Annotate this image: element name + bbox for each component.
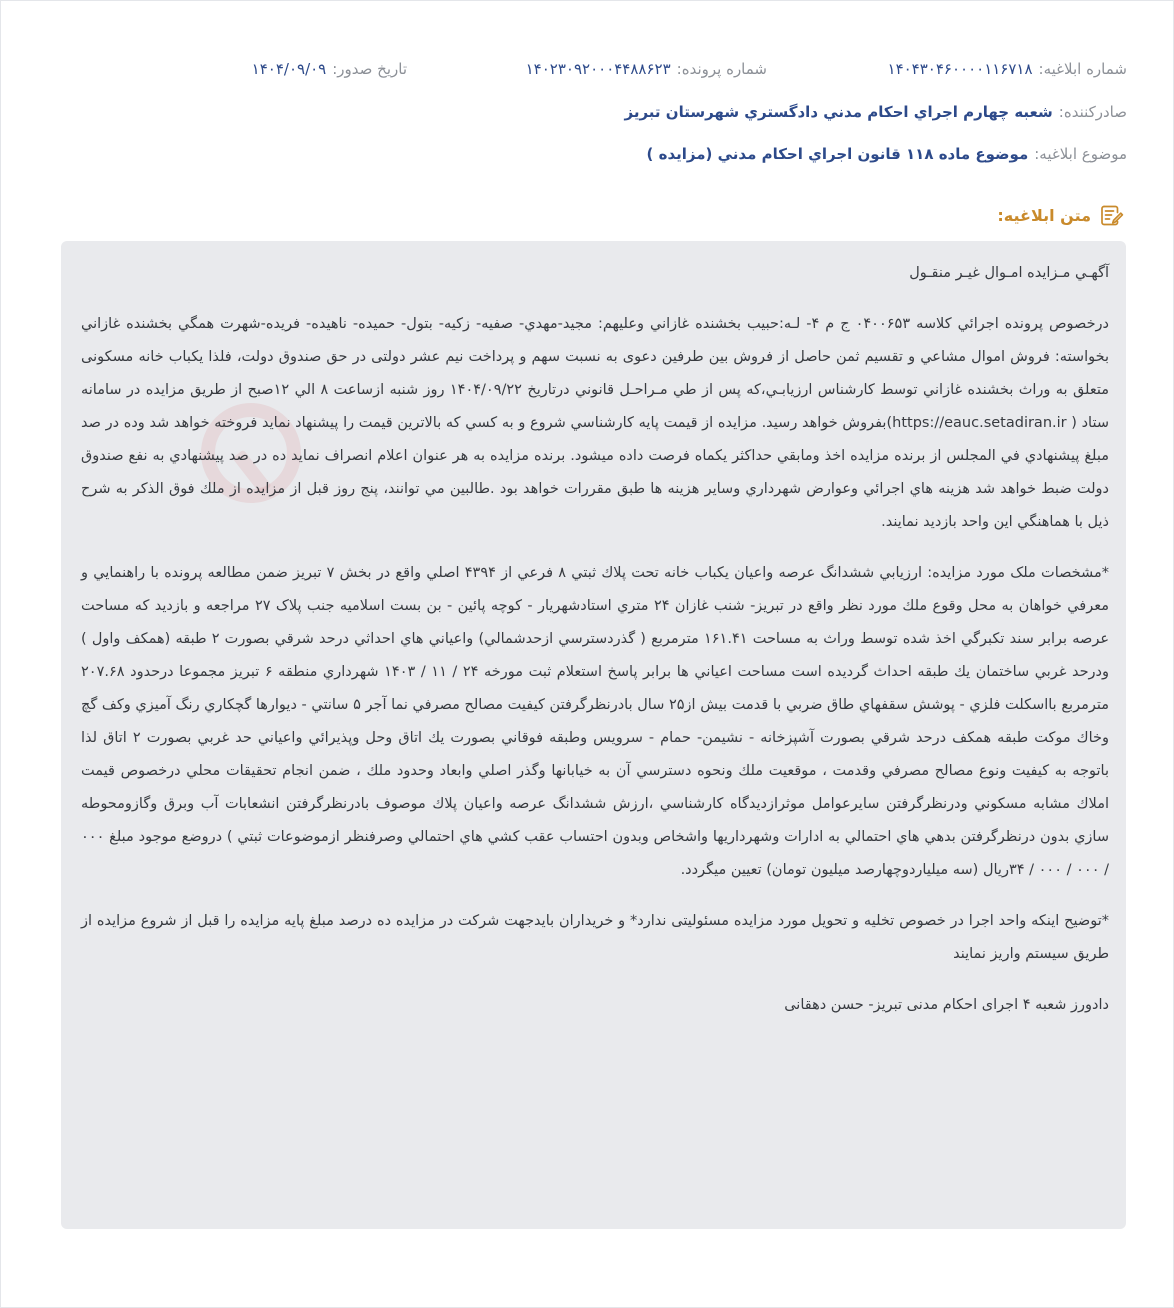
meta-row-subject [47,142,1127,166]
issue-date-label: تاريخ صدور: [332,60,407,78]
issue-date-value: ۱۴۰۴/۰۹/۰۹ [251,60,327,78]
case-number [407,57,767,81]
notice-number [767,57,1127,81]
signature-paragraph: دادورز شعبه ۴ اجرای احکام مدنی تبريز- حسن دهقانی [784,997,1109,1013]
notice-text-title: متن ابلاغيه: [997,205,1091,225]
notice-number-label: شماره ابلاغيه: [1038,60,1127,78]
case-number-value: ۱۴۰۲۳۰۹۲۰۰۰۴۴۸۸۶۲۳ [525,60,671,78]
disclaimer-paragraph: *توضيح اينکه واحد اجرا در خصوص تخليه و تحويل مورد مزايده مسئوليتی ندارد* و خريداران بايدجهت شرکت در مزايده ده درصد مبلغ پايه مزايده را قبل از شروع مزايده از طريق سيستم واريز نمايند [81,913,1109,962]
issuer-value: شعبه چهارم اجراي احكام مدني دادگستري شهرستان تبريز [624,103,1053,121]
case-number-label: شماره پرونده: [676,60,767,78]
meta-row-ids [47,57,1127,81]
subject-label: موضوع ابلاغيه: [1034,145,1127,163]
notice-paragraph: درخصوص پرونده اجرائي کلاسه ۰۴۰۰۶۵۳ ج م ۴- لـه:حبيب بخشنده غازاني وعليهم: مجيد-مهدي- صفيه- زکيه- بتول- حميده- ناهيده- فريده-شهرت همگي بخشنده غازاني بخواسته: فروش اموال مشاعي و تقسيم ثمن حاصل از فروش بين طرفين دعوی به نسبت سهم و پرداخت نيم عشر دولتی در حق صندوق دولت، فلذا يکباب خانه مسکونی متعلق به وراث بخشنده غازاني توسط کارشناس ارزيابـي،که پس از طي مـراحـل قانوني درتاريخ ۱۴۰۴/۰۹/۲۲ روز شنبه ازساعت ۸ الي ۱۲صبح از طريق مزايده در سامانه ستاد ( https://eauc.setadiran.ir)بفروش خواهد رسيد. مزايده از قيمت پايه کارشناسي شروع و به کسي که بالاترين قيمت را پيشنهاد نمايد فروخته خواهد شد وده در صد مبلغ پيشنهادي في المجلس از برنده مزايده اخذ ومابقي حداکثر يکماه فرصت داده ميشود. برنده مزايده به هر عنوان اعلام انصراف نمايد ده در صد پيشنهادي به نفع صندوق دولت ضبط خواهد شد هزينه هاي اجرائي وعوارض شهرداري وساير هزينه ها طبق مقررات خواهد بود .طالبين مي توانند، پنج روز قبل از مزايده از ملك فوق الذکر به شرح ذيل با هماهنگي اين واحد بازديد نمايند. [81,316,1110,530]
subject-value: موضوع ماده ۱۱۸ قانون اجراي احكام مدني (مزايده ) [646,145,1029,163]
meta-row-issuer [47,100,1127,124]
issuer [625,100,1128,124]
document-edit-icon [1099,202,1125,228]
subject [647,142,1127,166]
notice-text-body [81,257,1109,1022]
notice-text-box [61,241,1126,1229]
notice-text-heading [997,201,1125,229]
notice-heading-paragraph: آگهـي مـزايده امـوال غيـر منقـول [909,265,1109,281]
property-specs-paragraph: *مشخصات ملک مورد مزايده: ارزيابي ششدانگ عرصه واعيان يکباب خانه تحت پلاك ثبتي ۸ فرعي از ۴۳۹۴ اصلي واقع در بخش ۷ تبريز ضمن مطالعه پرونده با راهنمايي و معرفي خواهان به محل وقوع ملك مورد نظر واقع در تبريز- شنب غازان ۲۴ متري استادشهريار - کوچه پائين - بن بست اسلاميه جنب پلاک ۲۷ مراجعه و بازديد که مساحت عرصه برابر سند تکبرگي اخذ شده توسط وراث به مساحت ۱۶۱.۴۱ مترمربع ( گذردسترسي ازحدشمالي) واعياني هاي احداثي درحد شرقي بصورت ۲ طبقه (همکف واول ) ودرحد غربي ساختمان يك طبقه احداث گرديده است مساحت اعياني ها برابر پاسخ استعلام ثبت مورخه ۲۴ / ۱۱ / ۱۴۰۳ شهرداري منطقه ۶ تبريز مجموعا درحدود ۲۰۷.۶۸ مترمربع بااسکلت فلزي - پوشش سقفهاي طاق ضربي با قدمت بيش از۲۵ سال بادرنظرگرفتن کيفيت مصالح مصرفي نما آجر ۵ سانتي - ديوارها گچکاري رنگ آميزي وکف گچ وخاك موکت طبقه همکف درحد شرقي بصورت آشپزخانه - نشيمن- حمام - سرويس وطبقه فوقاني بصورت يك اتاق وحل وپذيرائي واعياني حد غربي بصورت ۲ اتاق لذا باتوجه به کيفيت ونوع مصالح مصرفي وقدمت ، موقعيت ملك ونحوه دسترسي آن به خيابانها وگذر اصلي وابعاد وحدود ملك ، ضمن انجام تحقيقات محلي درخصوص قيمت املاك مشابه مسکوني ودرنظرگرفتن سايرعوامل موثرازديدگاه کارشناسي ،ارزش ششدانگ عرصه واعيان پلاك موصوف بادرنظرگرفتن انشعابات آب وبرق وگازومحوطه سازي بدون درنظرگرفتن بدهي هاي احتمالي به ادارات وشهرداريها واشخاص وبدون احتساب عقب کشي هاي احتمالي وصرفنظر ازموضوعات ثبتي ) دروضع موجود مبلغ ۰۰۰ / ۰۰۰ / ۰۰۰ / ۳۴ريال (سه ميلياردوچهارصد ميليون تومان) تعيين ميگردد. [81,565,1110,878]
notice-number-value: ۱۴۰۴۳۰۴۶۰۰۰۰۱۱۶۷۱۸ [887,60,1033,78]
issue-date [47,57,407,81]
issuer-label: صادرکننده: [1058,103,1127,121]
